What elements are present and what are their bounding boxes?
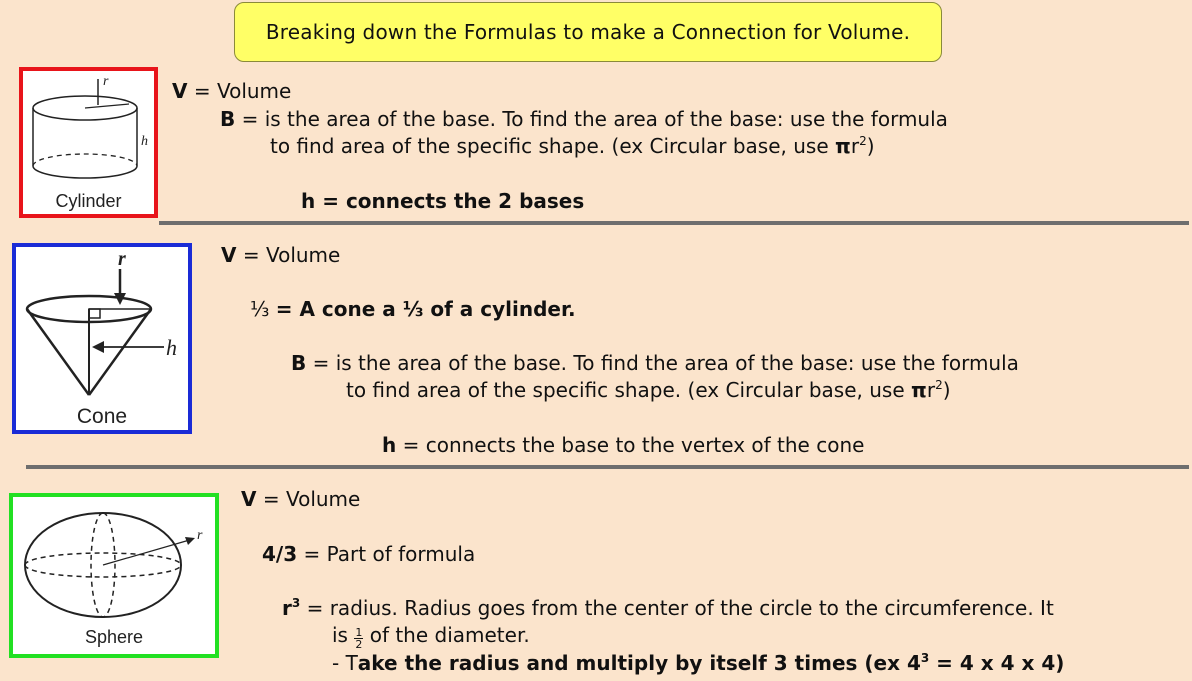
cone-v-line (221, 243, 340, 267)
sphere-r3-def-2-post: of the diameter. (363, 623, 530, 647)
cone-sq: 2 (935, 378, 943, 392)
sphere-r3-line1 (282, 596, 1054, 620)
sphere-v-line (241, 487, 360, 511)
cylinder-b-line1 (220, 107, 948, 131)
cone-b-def-2: to find area of the specific shape. (ex Circular base, use (346, 378, 911, 402)
sphere-label: Sphere (84, 627, 144, 647)
cylinder-r-label: r (103, 74, 109, 89)
cone-b-def-1: = is the area of the base. To find the area of the base: use the formula (312, 351, 1019, 375)
sphere-r3-symbol (282, 596, 300, 620)
sphere-r3-base: r (282, 596, 292, 620)
sphere-mult-bold: ake the radius and multiply by itself 3 times (ex 4 (357, 651, 921, 675)
cylinder-h-label: h (141, 134, 148, 149)
cone-h-symbol: h (382, 433, 397, 457)
sphere-figure (9, 493, 219, 658)
cylinder-r: r (850, 134, 860, 158)
cylinder-label: Cylinder (55, 191, 122, 211)
sphere-frac-line (262, 542, 475, 566)
cone-third-def: = A cone a ⅓ of a cylinder. (275, 297, 576, 321)
cone-close: ) (942, 378, 951, 402)
cone-v-def: = Volume (242, 243, 341, 267)
cone-label: Cone (76, 405, 128, 428)
cone-h-line (382, 433, 864, 457)
cylinder-h-symbol: h (301, 189, 316, 213)
sphere-frac-def: = Part of formula (303, 542, 476, 566)
cylinder-close: ) (866, 134, 875, 158)
cylinder-h-line (301, 189, 584, 213)
cylinder-b-line2 (270, 134, 875, 158)
cylinder-figure (19, 67, 158, 218)
half-num: 1 (355, 626, 363, 639)
cylinder-b-symbol: B (220, 107, 236, 131)
page-title-text: Breaking down the Formulas to make a Connection for Volume. (265, 20, 911, 44)
cone-figure (12, 243, 192, 434)
sphere-r3-line2 (332, 623, 530, 650)
divider-2 (26, 465, 1189, 469)
cone-h-label: h (166, 335, 177, 360)
page-title (234, 2, 942, 62)
cone-third-symbol: ⅓ (250, 297, 270, 321)
sphere-r3-def-1: = radius. Radius goes from the center of the circle to the circumference. It (306, 596, 1054, 620)
sphere-v-def: = Volume (262, 487, 361, 511)
sphere-mult-pre: - T (332, 651, 358, 675)
cone-h-def: = connects the base to the vertex of the cone (402, 433, 865, 457)
cylinder-pi: π (835, 134, 851, 158)
cylinder-b-def-1: = is the area of the base. To find the area of the base: use the formula (241, 107, 948, 131)
half-den: 2 (355, 638, 363, 651)
cone-r-label: r (118, 248, 126, 270)
sphere-mult-line (332, 651, 1064, 675)
divider-1 (159, 221, 1189, 225)
cone-v-symbol: V (221, 243, 237, 267)
half-fraction (354, 627, 363, 650)
sphere-diagram (13, 497, 215, 622)
cylinder-h-def: = connects the 2 bases (322, 189, 585, 213)
cylinder-diagram (23, 71, 154, 186)
cone-b-line1 (291, 351, 1019, 375)
cylinder-v-symbol: V (172, 79, 188, 103)
cone-r: r (926, 378, 936, 402)
cone-b-symbol: B (291, 351, 307, 375)
cylinder-sq: 2 (859, 134, 867, 148)
sphere-mult-exp: 3 (920, 651, 930, 665)
cone-diagram (16, 247, 188, 402)
cone-pi: π (911, 378, 927, 402)
sphere-r-label: r (197, 528, 203, 543)
cone-third-line (250, 297, 576, 321)
sphere-frac-symbol: 4/3 (262, 542, 298, 566)
sphere-r3-def-2-pre: is (332, 623, 355, 647)
sphere-v-symbol: V (241, 487, 257, 511)
cylinder-v-def: = Volume (193, 79, 292, 103)
cylinder-b-def-2: to find area of the specific shape. (ex Circular base, use (270, 134, 835, 158)
sphere-r3-exp: 3 (291, 596, 301, 610)
cone-b-line2 (346, 378, 951, 402)
sphere-mult-post: = 4 x 4 x 4) (929, 651, 1065, 675)
cylinder-v-line (172, 79, 291, 103)
